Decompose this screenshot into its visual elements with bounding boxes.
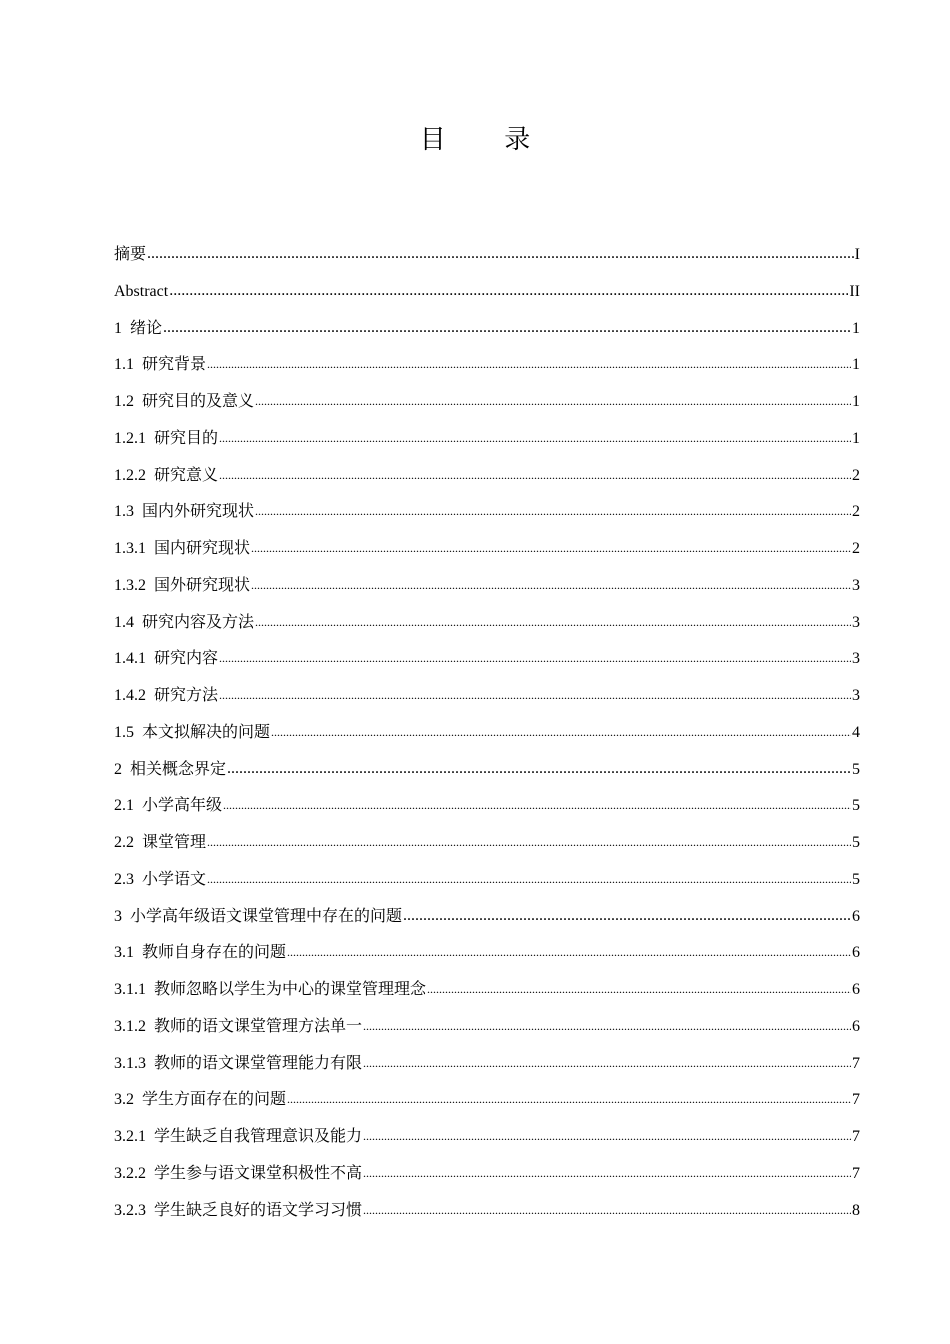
toc-entry[interactable] (114, 678, 860, 715)
toc-entry[interactable] (114, 237, 860, 274)
dot-leader (363, 1045, 851, 1082)
toc-entry-page-number: II (849, 282, 860, 300)
toc-entry-page-number: 7 (852, 1091, 860, 1109)
toc-entry-heading (114, 752, 226, 789)
toc-entry-label: 研究内容 (154, 650, 219, 668)
toc-entry-label: 研究意义 (154, 466, 219, 484)
toc-entry-heading (114, 972, 426, 1009)
dot-leader (363, 1192, 851, 1229)
toc-entry[interactable] (114, 1082, 860, 1119)
toc-entry[interactable] (114, 935, 860, 972)
toc-entry-page-number: 5 (852, 760, 860, 778)
dot-leader (251, 530, 851, 567)
toc-entry-label: 小学高年级语文课堂管理中存在的问题 (130, 907, 403, 925)
toc-entry-label: 学生方面存在的问题 (142, 1091, 287, 1109)
dot-leader (219, 677, 851, 714)
toc-entry-number: 2 (114, 760, 122, 778)
dot-leader (219, 457, 851, 494)
dot-leader (255, 604, 851, 641)
toc-entry-heading (114, 311, 162, 348)
toc-entry-number: 3.1.3 (114, 1054, 146, 1072)
toc-entry-label: 学生缺乏自我管理意识及能力 (154, 1128, 363, 1145)
dot-leader (251, 567, 851, 604)
toc-entry-number: 1 (114, 319, 122, 337)
toc-entry-label: 本文拟解决的问题 (142, 723, 271, 741)
dot-leader (207, 861, 851, 898)
toc-entry[interactable] (114, 1193, 860, 1230)
toc-entry-number: 1.3.2 (114, 576, 146, 594)
toc-entry-heading (114, 825, 206, 862)
toc-entry-number: 1.2.2 (114, 466, 146, 484)
toc-entry-number: 2.2 (114, 834, 134, 851)
toc-entry-number: 3.2.3 (114, 1201, 146, 1219)
dot-leader (403, 898, 851, 935)
toc-entry-label: 研究方法 (154, 687, 219, 704)
dot-leader (255, 383, 851, 420)
toc-entry-label: 研究背景 (142, 356, 207, 374)
toc-entry-page-number: 2 (852, 466, 860, 484)
toc-entry-heading (114, 494, 254, 531)
dot-leader (223, 787, 851, 824)
toc-entry-page-number: 2 (852, 540, 860, 557)
toc-entry-label: 教师的语文课堂管理方法单一 (154, 1017, 363, 1035)
toc-entry-label: 课堂管理 (142, 834, 207, 851)
dot-leader (271, 714, 851, 751)
toc-entry-heading (114, 384, 254, 421)
toc-entry-label: 国内研究现状 (154, 540, 251, 557)
toc-entry-number: 1.4 (114, 613, 134, 631)
toc-entry-heading (114, 237, 146, 274)
toc-entry[interactable] (114, 531, 860, 568)
toc-entry-heading (114, 274, 168, 311)
toc-entry[interactable] (114, 641, 860, 678)
toc-entry[interactable] (114, 1156, 860, 1193)
toc-entry-page-number: 8 (852, 1201, 860, 1219)
toc-entry-heading (114, 935, 286, 972)
toc-entry-heading (114, 1046, 362, 1083)
toc-entry-number: 1.5 (114, 723, 134, 741)
toc-entry-page-number: 3 (852, 613, 860, 631)
toc-entry-heading (114, 899, 402, 936)
toc-entry-number: 3.2.2 (114, 1164, 146, 1182)
toc-entry-heading (114, 788, 222, 825)
toc-entry[interactable] (114, 788, 860, 825)
toc-entry-page-number: 7 (852, 1054, 860, 1072)
toc-entry-label: 学生缺乏良好的语文学习习惯 (154, 1201, 363, 1219)
toc-entry-page-number: 7 (852, 1164, 860, 1182)
toc-entry-label: 研究目的 (154, 429, 219, 447)
dot-leader (287, 1081, 851, 1118)
toc-entry-number: 3.2.1 (114, 1128, 146, 1145)
toc-entry[interactable] (114, 274, 860, 311)
toc-entry[interactable] (114, 421, 860, 458)
toc-entry-page-number: 6 (852, 944, 860, 962)
toc-entry-label: 教师忽略以学生为中心的课堂管理理念 (154, 981, 427, 998)
toc-entry-page-number: 1 (852, 429, 860, 447)
toc-entry-label: 研究内容及方法 (142, 613, 255, 631)
toc-entry-page-number: 6 (852, 1017, 860, 1035)
toc-entry[interactable] (114, 1009, 860, 1046)
toc-entry-heading (114, 1082, 286, 1119)
toc-entry-heading (114, 715, 270, 752)
toc-entry-number: 1.3 (114, 503, 134, 521)
toc-entry[interactable] (114, 1046, 860, 1083)
toc-entry-page-number: 4 (852, 723, 860, 741)
dot-leader (169, 273, 848, 310)
toc-entry[interactable] (114, 384, 860, 421)
dot-leader (219, 420, 851, 457)
toc-entry-heading (114, 605, 254, 642)
toc-entry-label: 教师的语文课堂管理能力有限 (154, 1054, 363, 1072)
toc-entry-number: 2.1 (114, 797, 134, 815)
toc-entry[interactable] (114, 972, 860, 1009)
toc-entry-number: 3 (114, 907, 122, 925)
toc-entry-heading (114, 1009, 362, 1046)
toc-entry-page-number: 6 (852, 981, 860, 998)
toc-entry[interactable] (114, 862, 860, 899)
toc-entry-number: 1.4.2 (114, 687, 146, 704)
toc-entry[interactable] (114, 494, 860, 531)
toc-entry-page-number: 5 (852, 870, 860, 888)
toc-entry[interactable] (114, 825, 860, 862)
toc-entry[interactable] (114, 715, 860, 752)
dot-leader (287, 934, 851, 971)
dot-leader (207, 824, 851, 861)
toc-entry[interactable] (114, 605, 860, 642)
toc-entry-heading (114, 1193, 362, 1230)
dot-leader (207, 346, 851, 383)
toc-entry-page-number: 5 (852, 797, 860, 815)
toc-entry-page-number: 3 (852, 650, 860, 668)
toc-entry-label: 教师自身存在的问题 (142, 944, 287, 962)
dot-leader (219, 640, 851, 677)
toc-entry-page-number: 1 (852, 356, 860, 374)
toc-entry-number: 3.1 (114, 944, 134, 962)
toc-entry-heading (114, 1156, 362, 1193)
toc-entry[interactable] (114, 568, 860, 605)
toc-entry-number: 2.3 (114, 870, 134, 888)
toc-entry-heading (114, 458, 218, 495)
dot-leader (363, 1118, 851, 1155)
toc-entry-heading (114, 568, 250, 605)
toc-entry-page-number: I (854, 246, 860, 263)
toc-entry-label: 相关概念界定 (130, 760, 227, 778)
toc-entry-page-number: 5 (852, 834, 860, 851)
toc-entry-label: 国内外研究现状 (142, 503, 255, 521)
table-of-contents (114, 237, 860, 1229)
toc-entry-label: 小学语文 (142, 870, 207, 888)
toc-entry-heading (114, 1119, 362, 1156)
dot-leader (363, 1008, 851, 1045)
toc-entry-page-number: 3 (852, 687, 860, 704)
toc-entry-label: 小学高年级 (142, 797, 223, 815)
toc-entry-number: 1.1 (114, 356, 134, 374)
dot-leader (163, 310, 851, 347)
toc-entry-page-number: 7 (852, 1128, 860, 1145)
toc-entry-heading (114, 347, 206, 384)
dot-leader (255, 493, 851, 530)
toc-entry[interactable] (114, 752, 860, 789)
dot-leader (227, 751, 851, 788)
toc-entry-page-number: 3 (852, 576, 860, 594)
toc-entry-page-number: 1 (852, 393, 860, 410)
toc-entry-page-number: 2 (852, 503, 860, 521)
toc-entry-number: 1.4.1 (114, 650, 146, 668)
toc-entry[interactable] (114, 899, 860, 936)
toc-entry-heading (114, 421, 218, 458)
toc-entry-heading (114, 862, 206, 899)
toc-entry-heading (114, 531, 250, 568)
toc-entry-number: 3.1.2 (114, 1017, 146, 1035)
toc-entry[interactable] (114, 458, 860, 495)
toc-entry-number: 3.2 (114, 1091, 134, 1109)
toc-entry-heading (114, 678, 218, 715)
toc-entry-label: 绪论 (130, 319, 163, 337)
toc-entry[interactable] (114, 347, 860, 384)
toc-entry-label: Abstract (114, 282, 169, 300)
toc-entry-label: 研究目的及意义 (142, 393, 255, 410)
toc-entry-number: 1.2 (114, 393, 134, 410)
toc-entry-number: 1.2.1 (114, 429, 146, 447)
toc-entry-label: 学生参与语文课堂积极性不高 (154, 1164, 363, 1182)
dot-leader (147, 236, 854, 273)
toc-entry-label: 摘要 (114, 246, 147, 263)
dot-leader (363, 1155, 851, 1192)
page-title: 目 录 (419, 125, 557, 154)
toc-entry-heading (114, 641, 218, 678)
toc-entry-page-number: 6 (852, 907, 860, 925)
toc-entry-number: 3.1.1 (114, 981, 146, 998)
toc-entry-label: 国外研究现状 (154, 576, 251, 594)
toc-entry[interactable] (114, 311, 860, 348)
toc-entry[interactable] (114, 1119, 860, 1156)
toc-entry-number: 1.3.1 (114, 540, 146, 557)
dot-leader (427, 971, 851, 1008)
toc-entry-page-number: 1 (852, 319, 860, 337)
